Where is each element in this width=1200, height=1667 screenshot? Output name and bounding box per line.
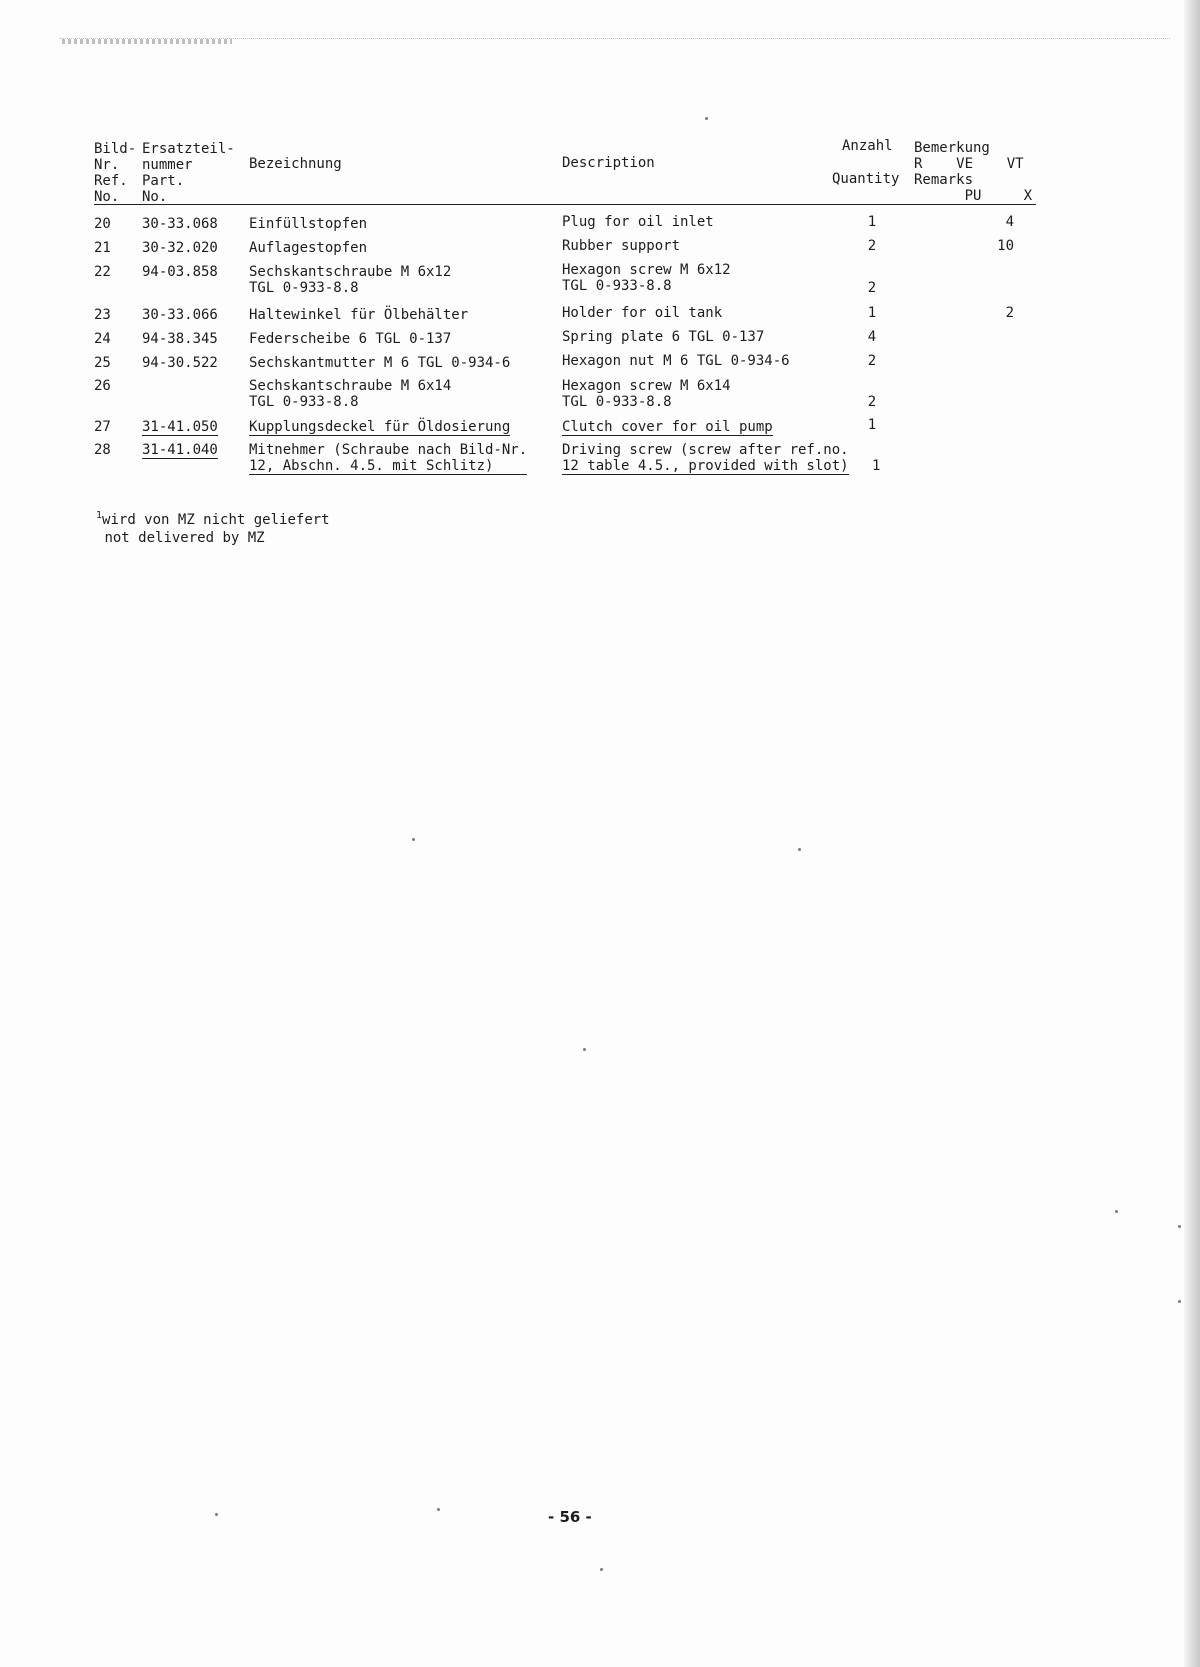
row-bezeichnung: Sechskantmutter M 6 TGL 0-934-6 xyxy=(249,355,511,371)
scan-speck xyxy=(705,117,708,120)
row-description: Driving screw (screw after ref.no. 12 table 4.5., provided with slot) xyxy=(562,442,849,474)
parts-table-body xyxy=(94,216,1036,482)
row-bezeichnung: Einfüllstopfen xyxy=(249,216,368,232)
row-bezeichnung: Sechskantschraube M 6x12 TGL 0-933-8.8 xyxy=(249,264,452,296)
header-anzahl: Anzahl xyxy=(842,138,893,154)
scan-speck xyxy=(437,1508,440,1511)
row-part: 94-03.858 xyxy=(142,264,218,280)
row-description: Hexagon screw M 6x14 TGL 0-933-8.8 xyxy=(562,378,731,410)
row-description: Spring plate 6 TGL 0-137 xyxy=(562,329,765,345)
row-ref: 20 xyxy=(94,216,111,232)
row-quantity: 1 xyxy=(867,417,877,433)
row-remark: 10 xyxy=(997,238,1014,254)
scan-speck xyxy=(600,1568,603,1571)
scan-speck xyxy=(215,1513,218,1516)
row-ref: 21 xyxy=(94,240,111,256)
row-bezeichnung: Mitnehmer (Schraube nach Bild-Nr. 12, Abschn. 4.5. mit Schlitz) xyxy=(249,442,528,474)
table-row xyxy=(94,307,1036,331)
header-quantity: Quantity xyxy=(832,171,900,187)
footnote xyxy=(96,512,330,546)
page-number: - 56 - xyxy=(548,1508,592,1526)
table-row xyxy=(94,419,1036,442)
row-description: Holder for oil tank xyxy=(562,305,723,321)
row-part: 31-41.040 xyxy=(142,442,218,458)
table-row xyxy=(94,378,1036,419)
row-description: Clutch cover for oil pump xyxy=(562,419,773,435)
table-row xyxy=(94,264,1036,307)
row-quantity: 4 xyxy=(867,329,877,345)
row-ref: 23 xyxy=(94,307,111,323)
row-bezeichnung: Kupplungsdeckel für Öldosierung xyxy=(249,419,511,435)
footnote-line-english: not delivered by MZ xyxy=(104,530,265,546)
scan-speck xyxy=(1178,1300,1181,1303)
scan-speck xyxy=(798,848,801,851)
row-ref: 25 xyxy=(94,355,111,371)
header-remarks: Bemerkung R VE VT Remarks PU X xyxy=(914,140,1033,204)
scan-speck xyxy=(1178,1225,1181,1228)
row-bezeichnung: Auflagestopfen xyxy=(249,240,368,256)
row-quantity: 1 xyxy=(867,214,877,230)
table-row xyxy=(94,442,1036,482)
table-row xyxy=(94,240,1036,264)
table-row xyxy=(94,216,1036,240)
header-part-no: Ersatzteil- nummer Part. No. xyxy=(142,141,235,205)
row-description: Hexagon nut M 6 TGL 0-934-6 xyxy=(562,353,790,369)
row-quantity: 1 xyxy=(872,458,881,474)
row-remark: 4 xyxy=(1005,214,1014,230)
row-ref: 28 xyxy=(94,442,111,458)
row-description: Plug for oil inlet xyxy=(562,214,714,230)
scan-artifact-top-left xyxy=(62,39,232,44)
header-bezeichnung: Bezeichnung xyxy=(249,156,342,172)
row-ref: 24 xyxy=(94,331,111,347)
scan-speck xyxy=(583,1048,586,1051)
row-part: 30-32.020 xyxy=(142,240,218,256)
row-quantity: 2 xyxy=(867,353,877,369)
row-bezeichnung: Haltewinkel für Ölbehälter xyxy=(249,307,469,323)
row-part: 94-38.345 xyxy=(142,331,218,347)
scan-speck xyxy=(1115,1210,1118,1213)
header-ref-no: Bild- Nr. Ref. No. xyxy=(94,141,137,205)
row-description: Rubber support xyxy=(562,238,681,254)
scan-edge-shadow xyxy=(1184,0,1200,1667)
row-ref: 27 xyxy=(94,419,111,435)
row-ref: 26 xyxy=(94,378,111,394)
row-part: 94-30.522 xyxy=(142,355,218,371)
row-quantity: 2 xyxy=(867,238,877,254)
row-remark: 2 xyxy=(1005,305,1014,321)
row-bezeichnung: Federscheibe 6 TGL 0-137 xyxy=(249,331,452,347)
row-quantity: 1 xyxy=(867,305,877,321)
footnote-line-german: wird von MZ nicht geliefert xyxy=(102,512,330,528)
row-part: 30-33.068 xyxy=(142,216,218,232)
row-description: Hexagon screw M 6x12 TGL 0-933-8.8 xyxy=(562,262,731,294)
row-part: 30-33.066 xyxy=(142,307,218,323)
table-row xyxy=(94,355,1036,378)
row-part: 31-41.050 xyxy=(142,419,218,435)
footnote-marker: 1 xyxy=(96,510,103,521)
scan-speck xyxy=(412,838,415,841)
row-ref: 22 xyxy=(94,264,111,280)
table-row xyxy=(94,331,1036,355)
table-header xyxy=(94,138,1036,205)
row-quantity: 2 xyxy=(867,280,877,296)
header-description: Description xyxy=(562,155,655,171)
row-bezeichnung: Sechskantschraube M 6x14 TGL 0-933-8.8 xyxy=(249,378,452,410)
row-quantity: 2 xyxy=(867,394,877,410)
